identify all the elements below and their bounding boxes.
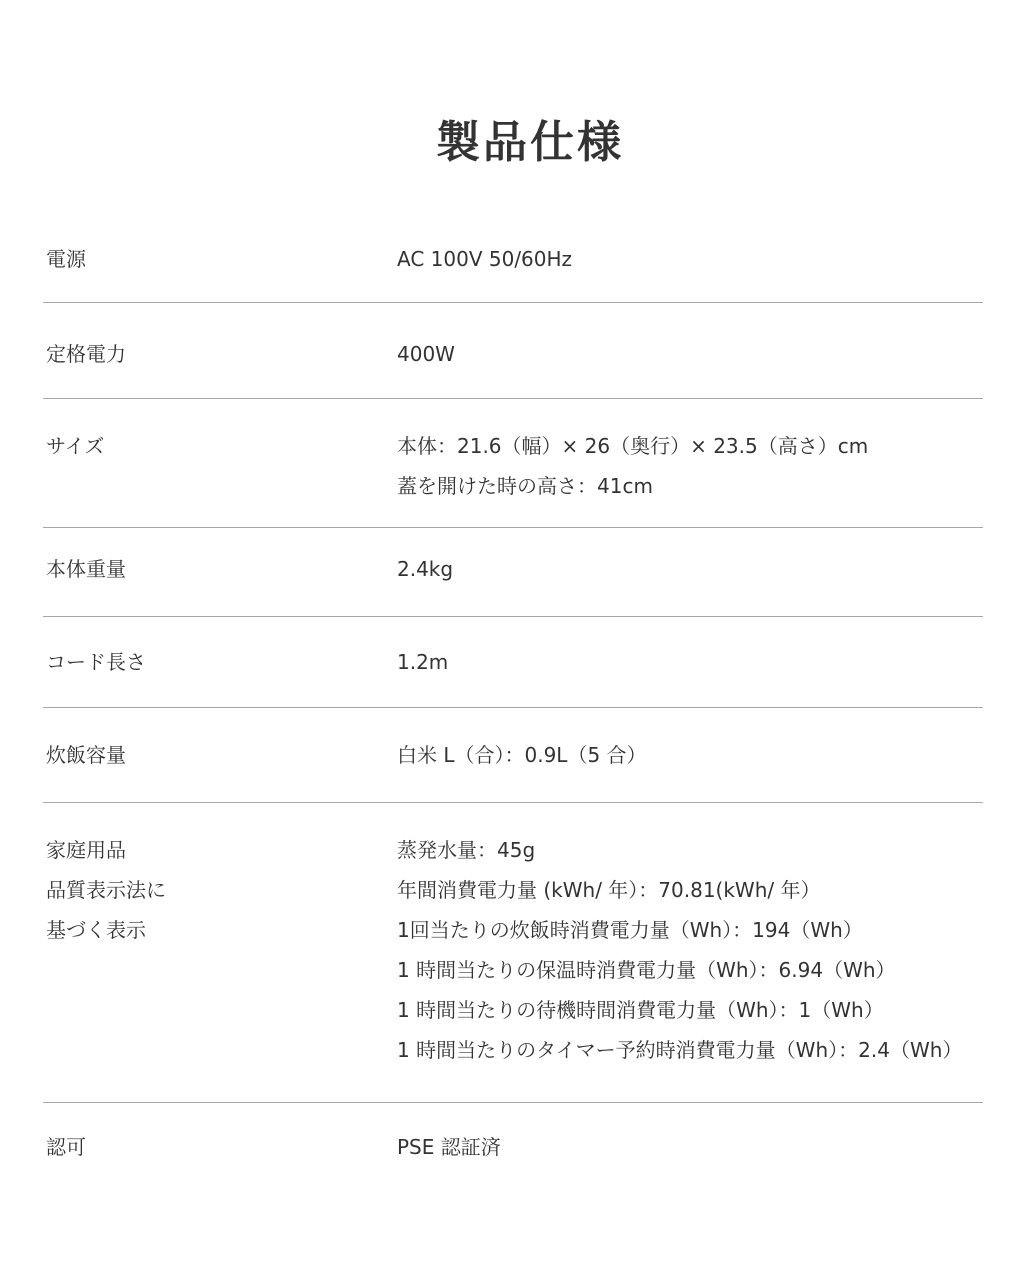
spec-value-line: AC 100V 50/60Hz	[397, 247, 573, 271]
spec-label-line: 認可	[46, 1135, 86, 1159]
spec-value-line: 白米 L（合）：0.9L（5 合）	[397, 743, 647, 767]
spec-label-line: 家庭用品	[46, 838, 126, 862]
spec-label-line: 炊飯容量	[46, 743, 126, 767]
spec-row-weight	[43, 528, 983, 617]
spec-label-line: サイズ	[46, 434, 105, 458]
spec-value	[397, 735, 983, 775]
spec-value-line: 本体：21.6（幅）× 26（奥行）× 23.5（高さ）cm	[397, 434, 869, 458]
spec-label	[43, 426, 397, 506]
spec-label	[43, 549, 397, 589]
spec-value-line: 1回当たりの炊飯時消費電力量（Wh）：194（Wh）	[397, 918, 863, 942]
spec-row-size	[43, 399, 983, 528]
spec-row-household-labeling	[43, 803, 983, 1103]
spec-value-line: 蒸発水量：45g	[397, 838, 536, 862]
spec-value-line: 2.4kg	[397, 557, 454, 581]
spec-label-line: 定格電力	[46, 342, 126, 366]
spec-value-line: 蓋を開けた時の高さ：41cm	[397, 474, 653, 498]
spec-value-line: 1 時間当たりの保温時消費電力量（Wh）：6.94（Wh）	[397, 958, 896, 982]
spec-row-rated-power	[43, 303, 983, 399]
spec-value-line: 1 時間当たりの待機時間消費電力量（Wh）：1（Wh）	[397, 998, 884, 1022]
spec-row-cord-length	[43, 617, 983, 708]
spec-label	[43, 735, 397, 775]
spec-value	[397, 549, 983, 589]
spec-label	[43, 239, 397, 279]
spec-label-line: 電源	[46, 247, 86, 271]
spec-label-line: 本体重量	[46, 557, 126, 581]
spec-label	[43, 1127, 397, 1167]
spec-value-line: PSE 認証済	[397, 1135, 501, 1159]
spec-row-capacity	[43, 708, 983, 803]
spec-value	[397, 426, 983, 506]
spec-label-line: コード長さ	[46, 650, 146, 674]
spec-label-line: 基づく表示	[46, 918, 146, 942]
spec-value-line: 1 時間当たりのタイマー予約時消費電力量（Wh）：2.4（Wh）	[397, 1038, 963, 1062]
spec-value	[397, 239, 983, 279]
spec-value	[397, 334, 983, 374]
spec-row-power-source	[43, 215, 983, 303]
spec-row-certification	[43, 1103, 983, 1191]
spec-value-line: 400W	[397, 342, 455, 366]
spec-value-line: 年間消費電力量 (kWh/ 年）：70.81(kWh/ 年）	[397, 878, 821, 902]
page-title: 製品仕様	[436, 117, 624, 169]
spec-label	[43, 830, 397, 1070]
spec-value	[397, 642, 983, 682]
spec-value	[397, 1127, 983, 1167]
spec-table	[43, 215, 983, 1191]
spec-label	[43, 334, 397, 374]
spec-label-line: 品質表示法に	[46, 878, 166, 902]
spec-value	[397, 830, 983, 1070]
spec-label	[43, 642, 397, 682]
spec-value-line: 1.2m	[397, 650, 449, 674]
